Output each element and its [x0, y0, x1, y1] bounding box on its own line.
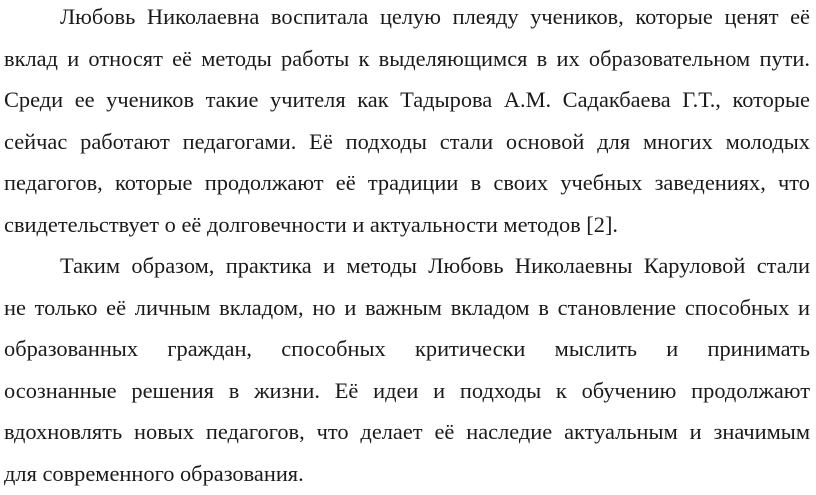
- text-line: сейчас работают педагогами. Её подходы стали основой для многих молодых: [4, 128, 810, 154]
- text-line: свидетельствует о её долговечности и актуальности методов [2].: [4, 211, 619, 237]
- text-line: образованных граждан, способных критически мыслить и принимать: [4, 336, 810, 362]
- paragraph-1: [4, 0, 810, 246]
- text-line: Среди ее учеников такие учителя как Тадырова А.М. Садакбаева Г.Т., которые: [4, 87, 810, 113]
- text-line: вдохновлять новых педагогов, что делает её наследие актуальным и значимым: [4, 419, 810, 445]
- paragraph-2: [4, 245, 810, 495]
- text-line: для современного образования.: [4, 460, 304, 486]
- text-line: педагогов, которые продолжают её традиции в своих учебных заведениях, что: [4, 170, 810, 196]
- text-line: не только её личным вкладом, но и важным вкладом в становление способных и: [4, 294, 810, 320]
- text-line: Таким образом, практика и методы Любовь Николаевны Каруловой стали: [60, 253, 810, 278]
- text-line: осознанные решения в жизни. Её идеи и подходы к обучению продолжают: [4, 377, 810, 403]
- text-line: вклад и относят её методы работы к выделяющимся в их образовательном пути.: [4, 45, 810, 71]
- text-line: Любовь Николаевна воспитала целую плеяду учеников, которые ценят её: [60, 4, 810, 29]
